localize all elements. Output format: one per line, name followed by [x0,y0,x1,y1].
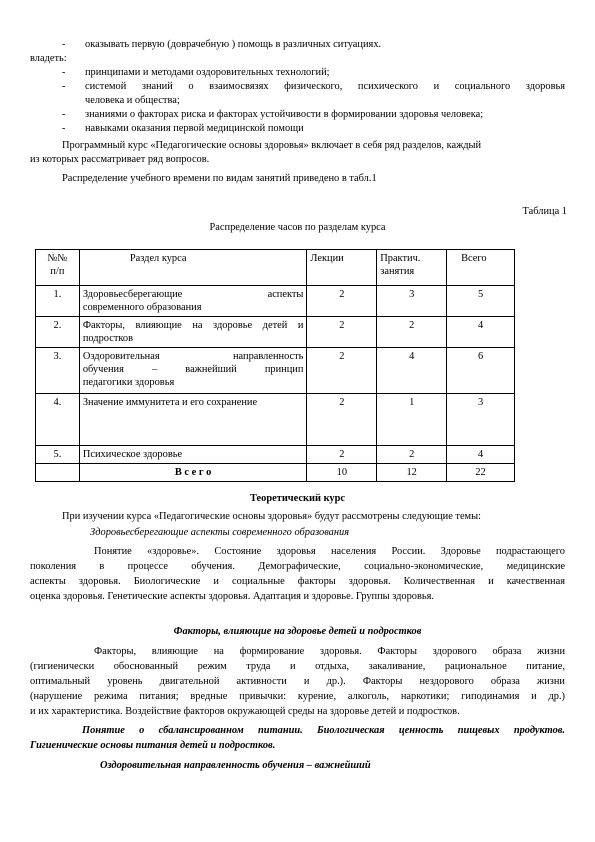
row-lectures: 2 [307,317,377,348]
list-dash: - [62,123,66,134]
intro-paragraph: Программный курс «Педагогические основы здоровья» включает в себя ряд разделов, каждый [62,140,482,151]
topic-text: Факторы, влияющие на формирование здоровья. Факторы здорового образа жизни [94,646,565,657]
list-item: принципами и методами оздоровительных технологий; [85,67,330,78]
row-practice: 2 [377,317,447,348]
topic-text: Понятие «здоровье». Состояние здоровья населения России. Здоровье подрастающего [94,546,565,557]
list-item: системой знаний о взаимосвязях физического, психического и социального здоровья [85,81,565,92]
total-practice: 12 [377,464,447,482]
intro-paragraph-cont: из которых рассматривает ряд вопросов. [30,154,210,165]
list-dash: - [62,39,66,50]
topic-text: (нарушение режима питания; вредные привычки: курение, алкоголь, наркотики; гиподинамия и др.) [30,691,565,702]
row-lectures: 2 [307,446,377,464]
topic-title: Здоровьесберегающие аспекты современного образования [90,527,350,538]
topic-text: оптимальный уровень двигательной активности и др.). Факторы нездорового образа жизни [30,676,565,687]
total-label: В с е г о [79,464,307,482]
row-num: 3. [36,348,80,394]
row-practice: 1 [377,394,447,446]
table-header-row [36,250,515,286]
row-lectures: 2 [307,286,377,317]
header-section: Раздел курса [79,250,307,286]
row-total: 6 [447,348,515,394]
row-lectures: 2 [307,348,377,394]
topic-text: оценка здоровья. Генетические аспекты здоровья. Адаптация и здоровье. Группы здоровья. [30,591,435,602]
nutrition-text: Понятие о сбалансированном питании. Биологическая ценность пищевых продуктов. [82,725,565,736]
list-dash: - [62,81,66,92]
total-total: 22 [447,464,515,482]
topic-title: Оздоровительная направленность обучения – важнейший [100,760,371,771]
row-num: 1. [36,286,80,317]
header-practice: Практич. занятия [377,250,447,286]
row-practice: 3 [377,286,447,317]
row-section: Здоровьесберегающие аспекты современного образования [79,286,307,317]
nutrition-text: Гигиенические основы питания детей и подростков. [30,740,276,751]
list-dash: - [62,109,66,120]
row-lectures: 2 [307,394,377,446]
row-section: Психическое здоровье [79,446,307,464]
row-num: 4. [36,394,80,446]
header-total: Всего [447,250,515,286]
list-item-continued: человека и общества; [85,95,180,106]
table-row [36,394,515,446]
row-num: 2. [36,317,80,348]
row-section: Факторы, влияющие на здоровье детей и подростков [79,317,307,348]
row-total: 3 [447,394,515,446]
header-num: №№ п/п [36,250,80,286]
section-heading: Теоретический курс [249,493,346,504]
list-dash: - [62,67,66,78]
row-total: 5 [447,286,515,317]
topic-text: (гигиенически обоснованный режим труда и отдыха, закаливание, рациональное питание, [30,661,565,672]
table-row [36,317,515,348]
intro-paragraph: Распределение учебного времени по видам занятий приведено в табл.1 [62,173,377,184]
row-section: Оздоровительная направленность обучения – важнейший принцип педагогики здоровья [79,348,307,394]
topic-text: и их характеристика. Воздействие факторов окружающей среды на здоровье детей и подростков. [30,706,460,717]
row-num: 5. [36,446,80,464]
header-lectures: Лекции [307,250,377,286]
table-caption: Распределение часов по разделам курса [209,222,386,233]
table-total-row [36,464,515,482]
row-total: 4 [447,446,515,464]
topic-text: аспекты здоровья. Биологические и социальные факторы здоровья. Количественная и качественная [30,576,565,587]
row-practice: 2 [377,446,447,464]
list-item: навыками оказания первой медицинской помощи [85,123,304,134]
row-practice: 4 [377,348,447,394]
topic-title: Факторы, влияющие на здоровье детей и подростков [173,626,422,637]
topic-text: поколения в процессе обучения. Демографические, социально-экономические, медицинские [30,561,565,572]
table-row [36,348,515,394]
theory-lead: При изучении курса «Педагогические основы здоровья» будут рассмотрены следующие темы: [62,511,482,522]
own-label: владеть: [30,53,67,64]
table-row [36,286,515,317]
hours-table [35,249,515,482]
table-row [36,446,515,464]
row-section: Значение иммунитета и его сохранение [79,394,307,446]
row-total: 4 [447,317,515,348]
total-lectures: 10 [307,464,377,482]
list-item: оказывать первую (доврачебную ) помощь в различных ситуациях. [85,39,382,50]
table-label: Таблица 1 [522,206,567,217]
total-empty-cell [36,464,80,482]
list-item: знаниями о факторах риска и факторах устойчивости в формировании здоровья человека; [85,109,484,120]
